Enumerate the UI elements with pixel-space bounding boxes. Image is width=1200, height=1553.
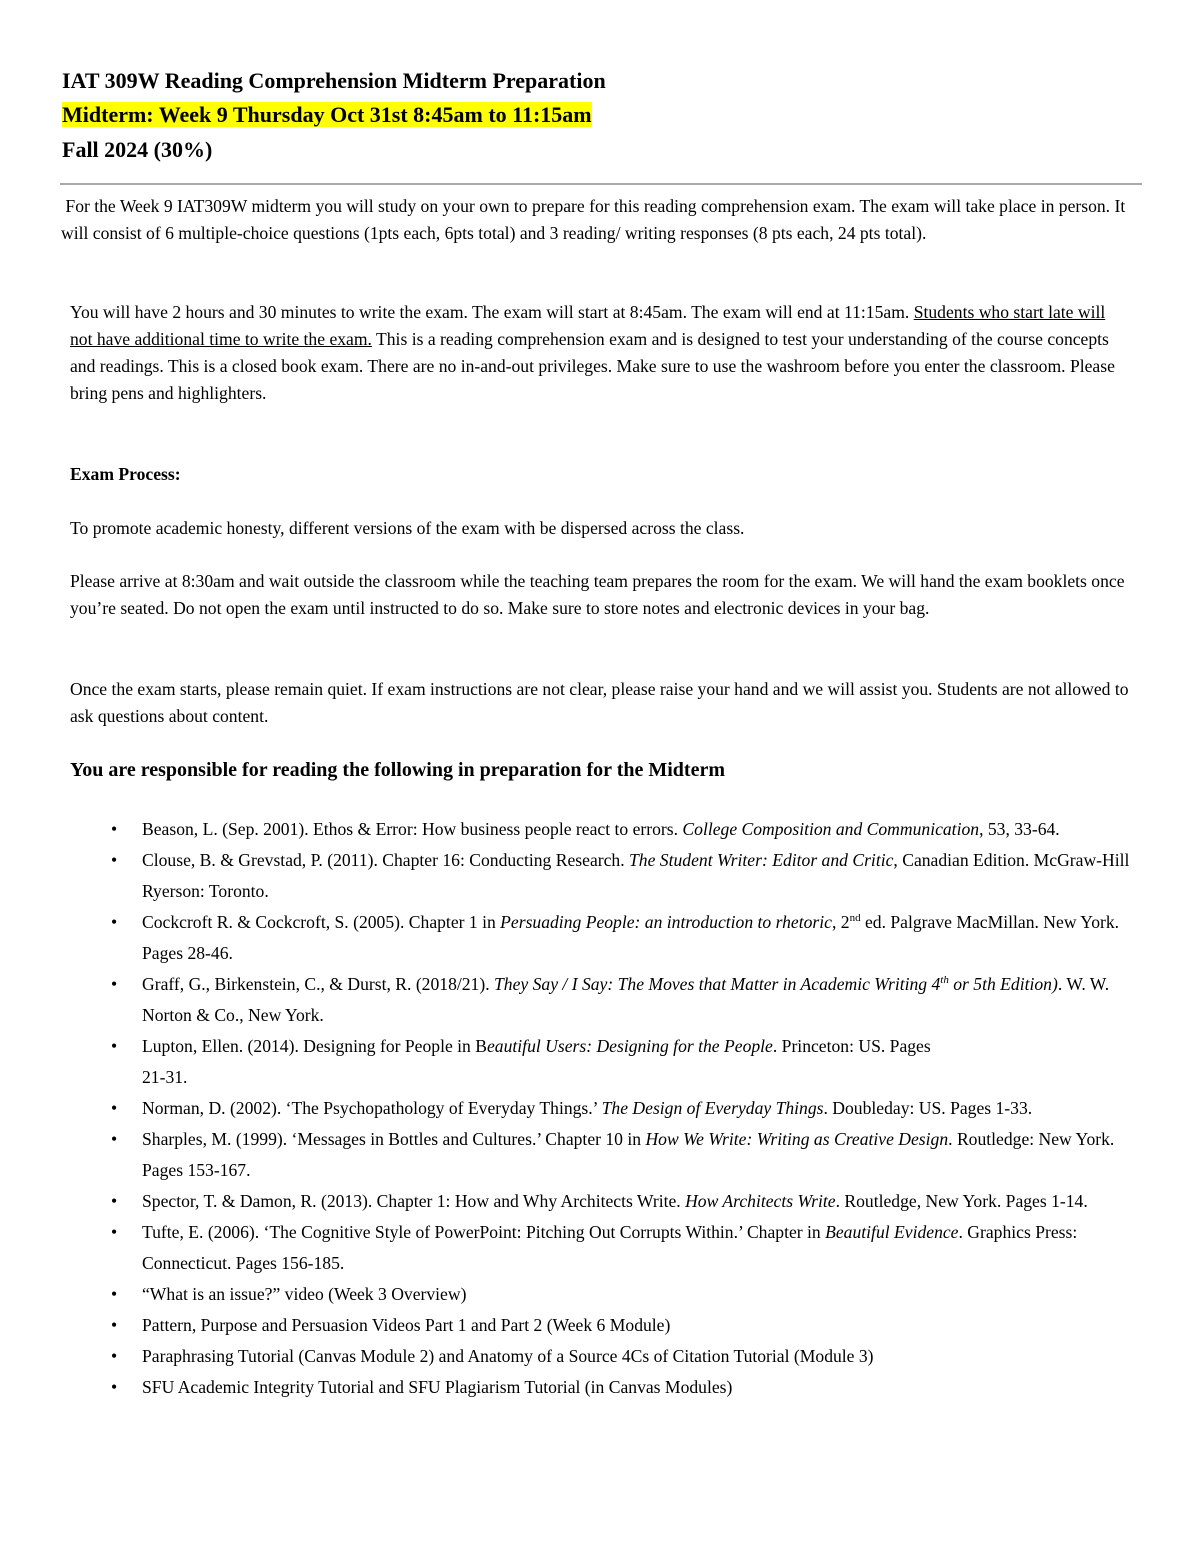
term-heading: Fall 2024 (30%) — [62, 137, 213, 162]
reading-title: The Student Writer: Editor and Critic — [629, 850, 894, 870]
reading-text: Pattern, Purpose and Persuasion Videos Part 1 and Part 2 (Week 6 Module) — [142, 1315, 671, 1335]
reading-text: Graff, G., Birkenstein, C., & Durst, R. (2018/21). — [142, 974, 495, 994]
reading-superscript: nd — [849, 912, 861, 925]
reading-text: . Routledge: New York. Pages 153-167. — [142, 1129, 1115, 1180]
document-title: IAT 309W Reading Comprehension Midterm Preparation — [62, 68, 606, 93]
intro-paragraph-2-text-a: You will have 2 hours and 30 minutes to write the exam. The exam will start at 8:45am. The exam will end at 11:15am. — [70, 302, 914, 322]
reading-item-pattern-videos — [70, 1310, 1140, 1341]
reading-title: College Composition and Communication — [682, 819, 980, 839]
reading-title: They Say / I Say: The Moves that Matter in Academic Writing 4 — [494, 974, 941, 994]
reading-item-spector — [70, 1186, 1140, 1217]
reading-text: Norman, D. (2002). ‘The Psychopathology of Everyday Things.’ — [142, 1098, 602, 1118]
reading-text: . Graphics Press: Connecticut. Pages 156-185. — [142, 1222, 1078, 1273]
reading-title: or 5th Edition) — [948, 974, 1058, 994]
late-start-warning: Students who start late will not have additional time to write the exam. — [70, 302, 1106, 349]
intro-paragraph-2 — [70, 299, 1130, 407]
reading-text: . Princeton: US. Pages — [772, 1036, 931, 1056]
reading-item-clouse — [70, 845, 1140, 907]
exam-process-paragraph-1: To promote academic honesty, different versions of the exam with be dispersed across the class. — [70, 518, 745, 538]
reading-text: 21-31. — [142, 1067, 188, 1087]
reading-text: “What is an issue?” video (Week 3 Overview) — [142, 1284, 467, 1304]
reading-item-integrity-tutorial — [70, 1372, 1140, 1403]
reading-text: , 53, 33-64. — [979, 819, 1060, 839]
reading-text: , Canadian Edition. McGraw-Hill Ryerson: Toronto. — [142, 850, 1130, 901]
reading-item-tufte — [70, 1217, 1140, 1279]
reading-title: The Design of Everyday Things — [601, 1098, 824, 1118]
intro-paragraph-2-text-b: This is a reading comprehension exam and is designed to test your understanding of the course concepts and readings. This is a closed book exam. There are no in-and-out privileges. Make sure to use the washroom before you enter the classroom. Please bring pens and highlighters. — [70, 329, 1115, 403]
reading-item-graff — [70, 969, 1140, 1031]
reading-text: Tufte, E. (2006). ‘The Cognitive Style of PowerPoint: Pitching Out Corrupts Within.’ Chapter in — [142, 1222, 826, 1242]
reading-item-sharples — [70, 1124, 1140, 1186]
exam-process-heading: Exam Process: — [70, 464, 181, 484]
midterm-date-heading — [62, 102, 592, 128]
reading-text: Spector, T. & Damon, R. (2013). Chapter 1: How and Why Architects Write. — [142, 1191, 686, 1211]
reading-item-paraphrasing-tutorial — [70, 1341, 1140, 1372]
exam-process-paragraph-3: Once the exam starts, please remain quiet. If exam instructions are not clear, please raise your hand and we will assist you. Students are not allowed to ask questions about content. — [70, 679, 1129, 726]
reading-title: How Architects Write — [685, 1191, 836, 1211]
reading-text: . Routledge, New York. Pages 1-14. — [835, 1191, 1088, 1211]
reading-list — [70, 814, 1140, 1403]
reading-text: , 2 — [831, 912, 850, 932]
reading-title: Persuading People: an introduction to rhetoric — [500, 912, 832, 932]
reading-text: Beason, L. (Sep. 2001). Ethos & Error: How business people react to errors. — [142, 819, 683, 839]
reading-text: Lupton, Ellen. (2014). Designing for People in B — [142, 1036, 487, 1056]
reading-item-issue-video — [70, 1279, 1140, 1310]
reading-text: ed. Palgrave MacMillan. New York. Pages 28-46. — [142, 912, 1120, 963]
reading-item-cockcroft — [70, 907, 1140, 969]
exam-process-paragraph-2: Please arrive at 8:30am and wait outside the classroom while the teaching team prepares the room for the exam. We will hand the exam booklets once you’re seated. Do not open the exam until instructed to do so. Make sure to store notes and electronic devices in your bag. — [70, 571, 1125, 618]
reading-text: . W. W. Norton & Co., New York. — [142, 974, 1110, 1025]
reading-text: Paraphrasing Tutorial (Canvas Module 2) and Anatomy of a Source 4Cs of Citation Tutorial (Module 3) — [142, 1346, 874, 1366]
reading-text: Sharples, M. (1999). ‘Messages in Bottles and Cultures.’ Chapter 10 in — [142, 1129, 646, 1149]
reading-title: Beautiful Evidence — [825, 1222, 959, 1242]
reading-superscript: th — [940, 974, 949, 987]
reading-text: Clouse, B. & Grevstad, P. (2011). Chapter 16: Conducting Research. — [142, 850, 630, 870]
readings-heading: You are responsible for reading the following in preparation for the Midterm — [70, 759, 725, 781]
intro-paragraph-1 — [61, 193, 1131, 247]
reading-text: SFU Academic Integrity Tutorial and SFU Plagiarism Tutorial (in Canvas Modules) — [142, 1377, 733, 1397]
reading-item-lupton — [70, 1031, 1140, 1093]
reading-item-beason — [70, 814, 1140, 845]
reading-item-norman — [70, 1093, 1140, 1124]
reading-title: How We Write: Writing as Creative Design — [645, 1129, 949, 1149]
horizontal-rule — [60, 183, 1142, 185]
midterm-date-highlight: Midterm: Week 9 Thursday Oct 31st 8:45am to 11:15am — [62, 102, 592, 127]
reading-title: eautiful Users: Designing for the People — [487, 1036, 773, 1056]
intro-paragraph-1-text: For the Week 9 IAT309W midterm you will study on your own to prepare for this reading comprehension exam. The exam will take place in person. It will consist of 6 multiple-choice questions (1pts each, 6pts total) and 3 reading/ writing responses (8 pts each, 24 pts total). — [61, 196, 1126, 243]
reading-text: Cockcroft R. & Cockcroft, S. (2005). Chapter 1 in — [142, 912, 501, 932]
reading-text: . Doubleday: US. Pages 1-33. — [823, 1098, 1033, 1118]
